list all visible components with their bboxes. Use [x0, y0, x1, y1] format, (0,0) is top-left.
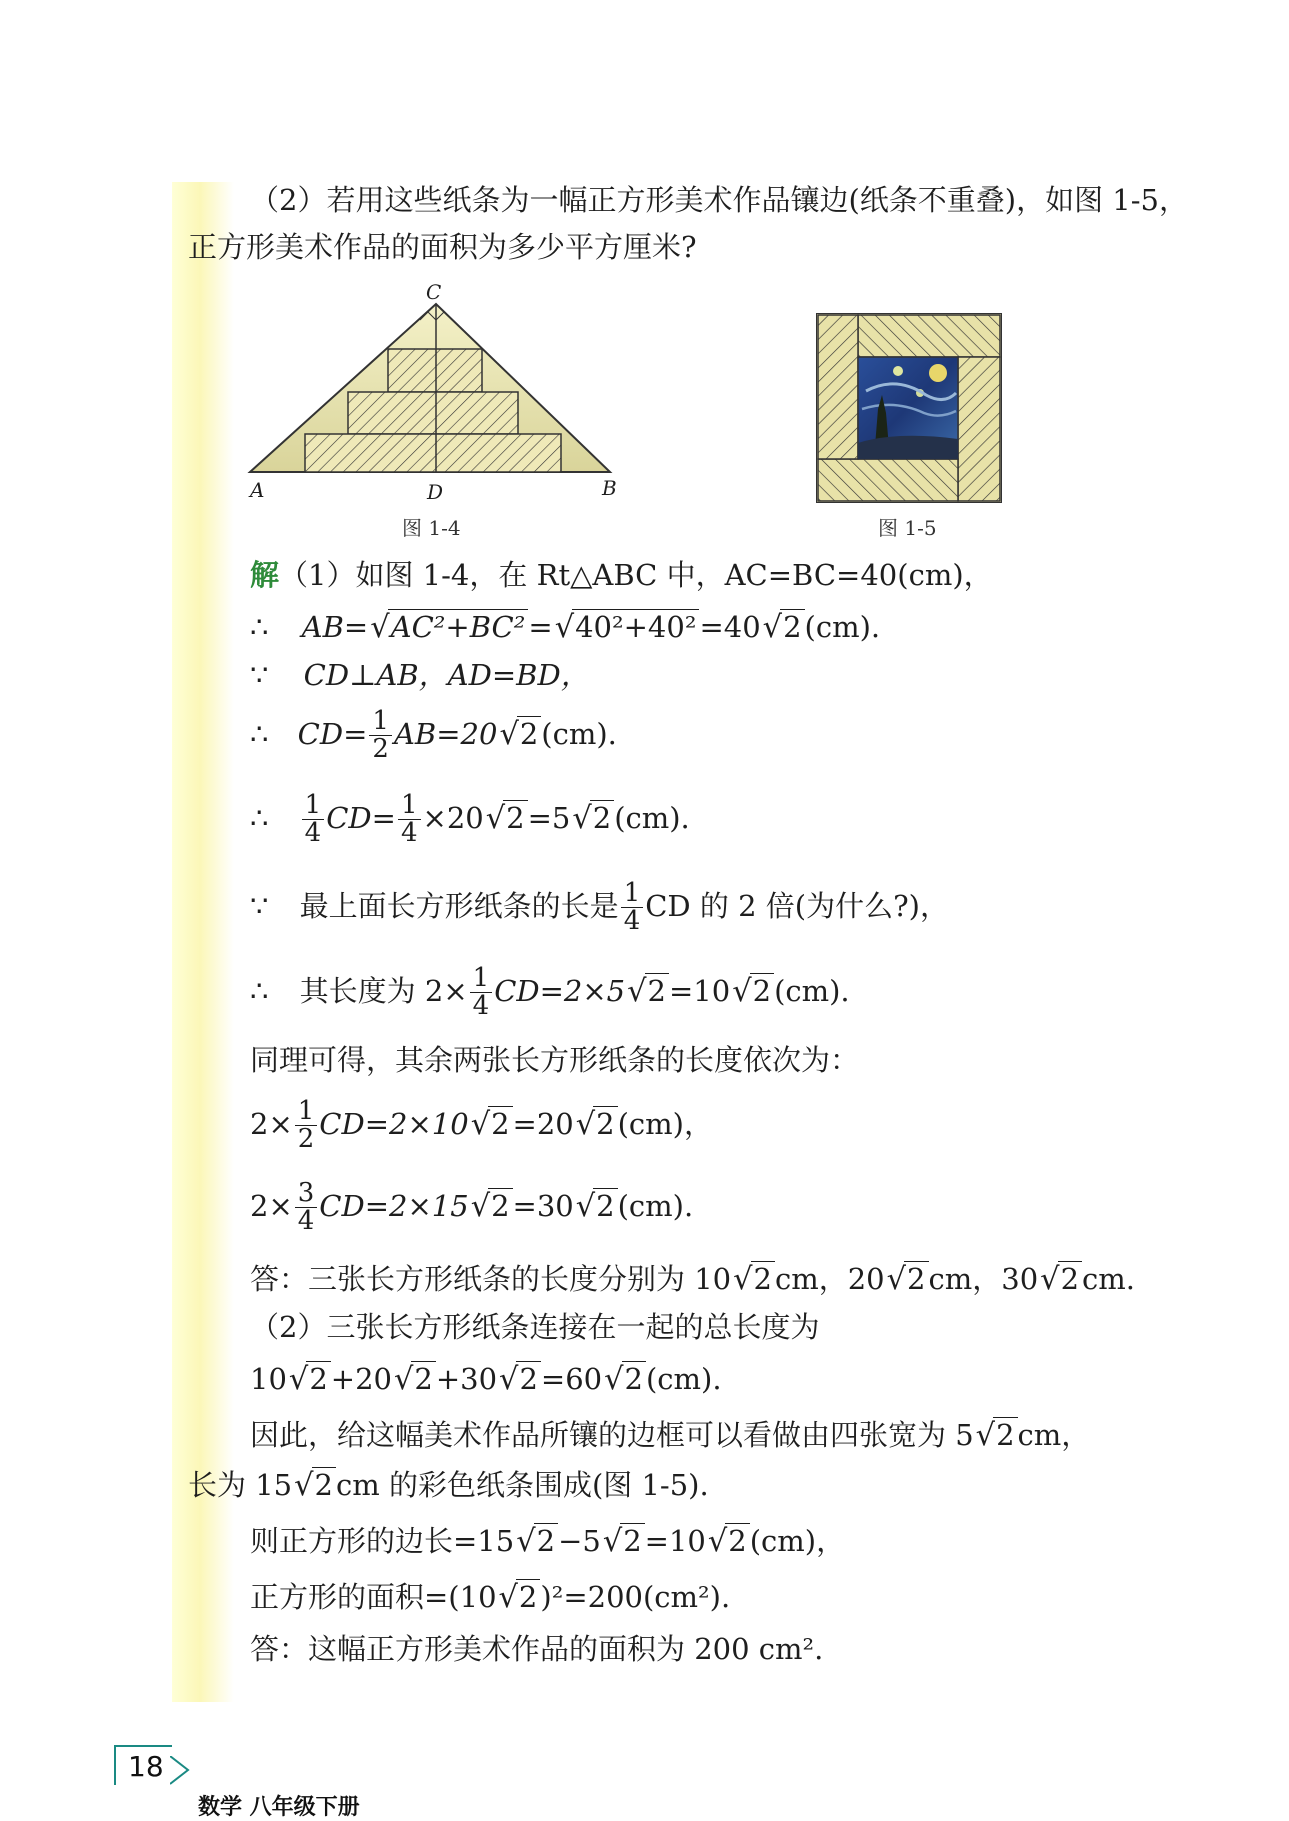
expr: =60 — [540, 1362, 603, 1396]
expr: AB= — [301, 610, 369, 644]
expr: +30 — [435, 1362, 498, 1396]
therefore-symbol: ∴ — [250, 610, 269, 644]
expr: 2× — [250, 1188, 293, 1223]
question-line-1: （2）若用这些纸条为一幅正方形美术作品镶边(纸条不重叠)，如图 1-5， — [250, 183, 1188, 217]
expr: −5 — [558, 1524, 601, 1558]
expr: CD=2×15 — [319, 1188, 469, 1223]
expr: (cm). — [541, 716, 617, 751]
figure-1-5-caption: 图 1-5 — [878, 516, 937, 540]
because-symbol: ∵ — [250, 888, 269, 923]
sqrt: √2 — [392, 1362, 436, 1399]
solution-line-10 — [250, 1180, 693, 1236]
expr: CD=2×5 — [494, 973, 626, 1008]
sqrt: √2 — [1038, 1262, 1082, 1299]
page-number: 18 — [128, 1750, 164, 1783]
book-title: 数学 八年级下册 — [198, 1795, 360, 1820]
label-d: D — [427, 480, 444, 504]
solution-line-4 — [250, 708, 617, 764]
expr: (cm). — [617, 1188, 694, 1223]
expr: 长为 15 — [188, 1468, 293, 1502]
fraction: $\frac{1}{4}$ — [621, 880, 644, 936]
solution-line-1 — [250, 558, 993, 593]
sqrt: √2 — [706, 1524, 750, 1561]
label-a: A — [250, 478, 265, 502]
sqrt: √2 — [497, 1580, 541, 1617]
expr: =20 — [512, 1106, 574, 1141]
figure-1-4-caption: 图 1-4 — [402, 516, 461, 540]
expr: 最上面长方形纸条的长是 — [299, 888, 619, 923]
footer-arrow-icon — [170, 1756, 200, 1786]
expr: CD⊥AB，AD=BD， — [303, 658, 590, 692]
expr: +20 — [330, 1362, 392, 1396]
sqrt: √2 — [287, 1362, 331, 1399]
expr: cm， — [1017, 1418, 1091, 1452]
sqrt: √2 — [497, 717, 541, 754]
label-b: B — [602, 476, 617, 500]
sqrt: √2 — [730, 974, 774, 1011]
expr: CD= — [326, 800, 396, 835]
fraction: $\frac{3}{4}$ — [295, 1180, 318, 1236]
expr: ×20 — [422, 800, 484, 835]
label-c: C — [426, 280, 442, 304]
part2-line-3 — [250, 1418, 1090, 1455]
part2-line-1: （2）三张长方形纸条连接在一起的总长度为 — [250, 1310, 820, 1344]
fraction: $\frac{1}{2}$ — [295, 1098, 318, 1154]
sqrt: √2 — [601, 1524, 645, 1561]
expr: (cm). — [774, 973, 850, 1008]
part2-line-2 — [250, 1362, 722, 1399]
expr: cm，20 — [774, 1262, 885, 1296]
solution-line-7 — [250, 965, 850, 1021]
sqrt: √AC²+BC² — [368, 610, 528, 647]
expr: =5 — [527, 800, 571, 835]
sqrt: √2 — [574, 1189, 618, 1226]
fraction: $\frac{1}{4}$ — [470, 965, 493, 1021]
solution-line-3 — [250, 658, 590, 693]
answer-1 — [250, 1262, 1135, 1299]
expr: 其长度为 2× — [299, 973, 468, 1008]
therefore-symbol: ∴ — [250, 716, 269, 751]
fraction: $\frac{1}{2}$ — [369, 708, 392, 764]
sqrt: √40²+40² — [553, 610, 700, 647]
sqrt: √2 — [469, 1107, 513, 1144]
figure-1-5-frame — [816, 313, 1002, 503]
sqrt: √2 — [514, 1524, 558, 1561]
sqrt: √2 — [570, 801, 614, 838]
expr: (cm)， — [749, 1524, 846, 1558]
expr: 答：三张长方形纸条的长度分别为 10 — [250, 1262, 732, 1296]
expr: =30 — [512, 1188, 574, 1223]
expr: 因此，给这幅美术作品所镶的边框可以看做由四张宽为 5 — [250, 1418, 974, 1452]
expr: CD 的 2 倍(为什么?)， — [645, 888, 949, 923]
solution-line-9 — [250, 1098, 713, 1154]
sqrt: √2 — [574, 1107, 618, 1144]
sqrt: √2 — [885, 1262, 929, 1299]
expr: 10 — [250, 1362, 287, 1396]
expr: (cm). — [614, 800, 690, 835]
sqrt: √2 — [292, 1468, 336, 1505]
sqrt: √2 — [761, 610, 805, 647]
solution-line-6 — [250, 880, 949, 936]
sqrt: √2 — [497, 1362, 541, 1399]
expr: 则正方形的边长=15 — [250, 1524, 515, 1558]
part2-line-5 — [250, 1524, 845, 1561]
solution-line-8: 同理可得，其余两张长方形纸条的长度依次为： — [250, 1043, 860, 1077]
solution-marker: 解 — [250, 558, 280, 592]
sqrt: √2 — [602, 1362, 646, 1399]
expr: CD=2×10 — [319, 1106, 469, 1141]
expr: (cm). — [804, 610, 881, 644]
sqrt: √2 — [625, 974, 669, 1011]
expr: cm 的彩色纸条围成(图 1-5). — [335, 1468, 709, 1502]
expr: cm，30 — [928, 1262, 1039, 1296]
fraction: $\frac{1}{4}$ — [302, 792, 325, 848]
expr: 正方形的面积=(10 — [250, 1580, 497, 1614]
expr: (cm). — [645, 1362, 722, 1396]
question-line-2: 正方形美术作品的面积为多少平方厘米? — [188, 230, 697, 264]
therefore-symbol: ∴ — [250, 973, 269, 1008]
expr: =10 — [644, 1524, 706, 1558]
expr: 2× — [250, 1106, 293, 1141]
expr: (cm)， — [617, 1106, 713, 1141]
expr: CD= — [297, 716, 368, 751]
expr: cm. — [1082, 1262, 1135, 1296]
figure-1-4-triangle — [240, 282, 630, 512]
expr: =40 — [699, 610, 761, 644]
sqrt: √2 — [469, 1189, 513, 1226]
solution-line-1-text: （1）如图 1-4，在 Rt△ABC 中，AC=BC=40(cm)， — [279, 558, 993, 592]
because-symbol: ∵ — [250, 658, 269, 692]
expr: =10 — [669, 973, 731, 1008]
therefore-symbol: ∴ — [250, 800, 269, 835]
sqrt: √2 — [731, 1262, 775, 1299]
sqrt: √2 — [484, 801, 528, 838]
sqrt: √2 — [974, 1418, 1018, 1455]
expr: )²=200(cm²). — [540, 1580, 731, 1614]
solution-line-2 — [250, 610, 880, 647]
fraction: $\frac{1}{4}$ — [398, 792, 421, 848]
answer-2: 答：这幅正方形美术作品的面积为 200 cm². — [250, 1632, 824, 1666]
solution-line-5 — [250, 792, 690, 848]
part2-line-4 — [188, 1468, 709, 1505]
expr: = — [528, 610, 553, 644]
part2-line-6 — [250, 1580, 730, 1617]
expr: AB=20 — [393, 716, 498, 751]
